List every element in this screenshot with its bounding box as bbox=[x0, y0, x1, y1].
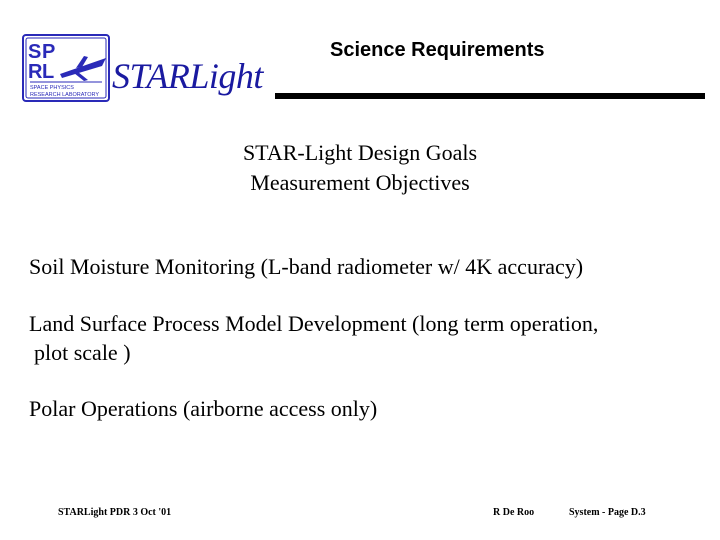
bullet-item: Soil Moisture Monitoring (L-band radiometer w/ 4K accuracy) bbox=[29, 254, 584, 279]
spr-logo-icon bbox=[22, 34, 110, 102]
subtitle-line-2: Measurement Objectives bbox=[250, 170, 470, 195]
page-title: Science Requirements bbox=[330, 39, 545, 61]
logo-letter-r: R bbox=[28, 61, 43, 83]
bullet-item-continuation: plot scale ) bbox=[34, 340, 131, 365]
logo-letter-p: P bbox=[42, 41, 56, 63]
footer-page-number: System - Page D.3 bbox=[569, 507, 646, 518]
logo-letter-l: L bbox=[42, 61, 55, 83]
footer-document-id: STARLight PDR 3 Oct '01 bbox=[58, 507, 172, 518]
brand-name: STARLight bbox=[112, 56, 263, 96]
subtitle-line-1: STAR-Light Design Goals bbox=[242, 140, 478, 165]
logo-caption-line2: RESEARCH LABORATORY bbox=[30, 92, 100, 98]
bullet-item: Polar Operations (airborne access only) bbox=[29, 396, 378, 421]
header-rule bbox=[275, 93, 705, 99]
footer-author: R De Roo bbox=[493, 507, 535, 518]
logo-letter-s: S bbox=[28, 41, 42, 63]
bullet-item: Land Surface Process Model Development (long term operation, bbox=[29, 311, 599, 336]
logo-caption-line1: SPACE PHYSICS bbox=[30, 85, 74, 91]
